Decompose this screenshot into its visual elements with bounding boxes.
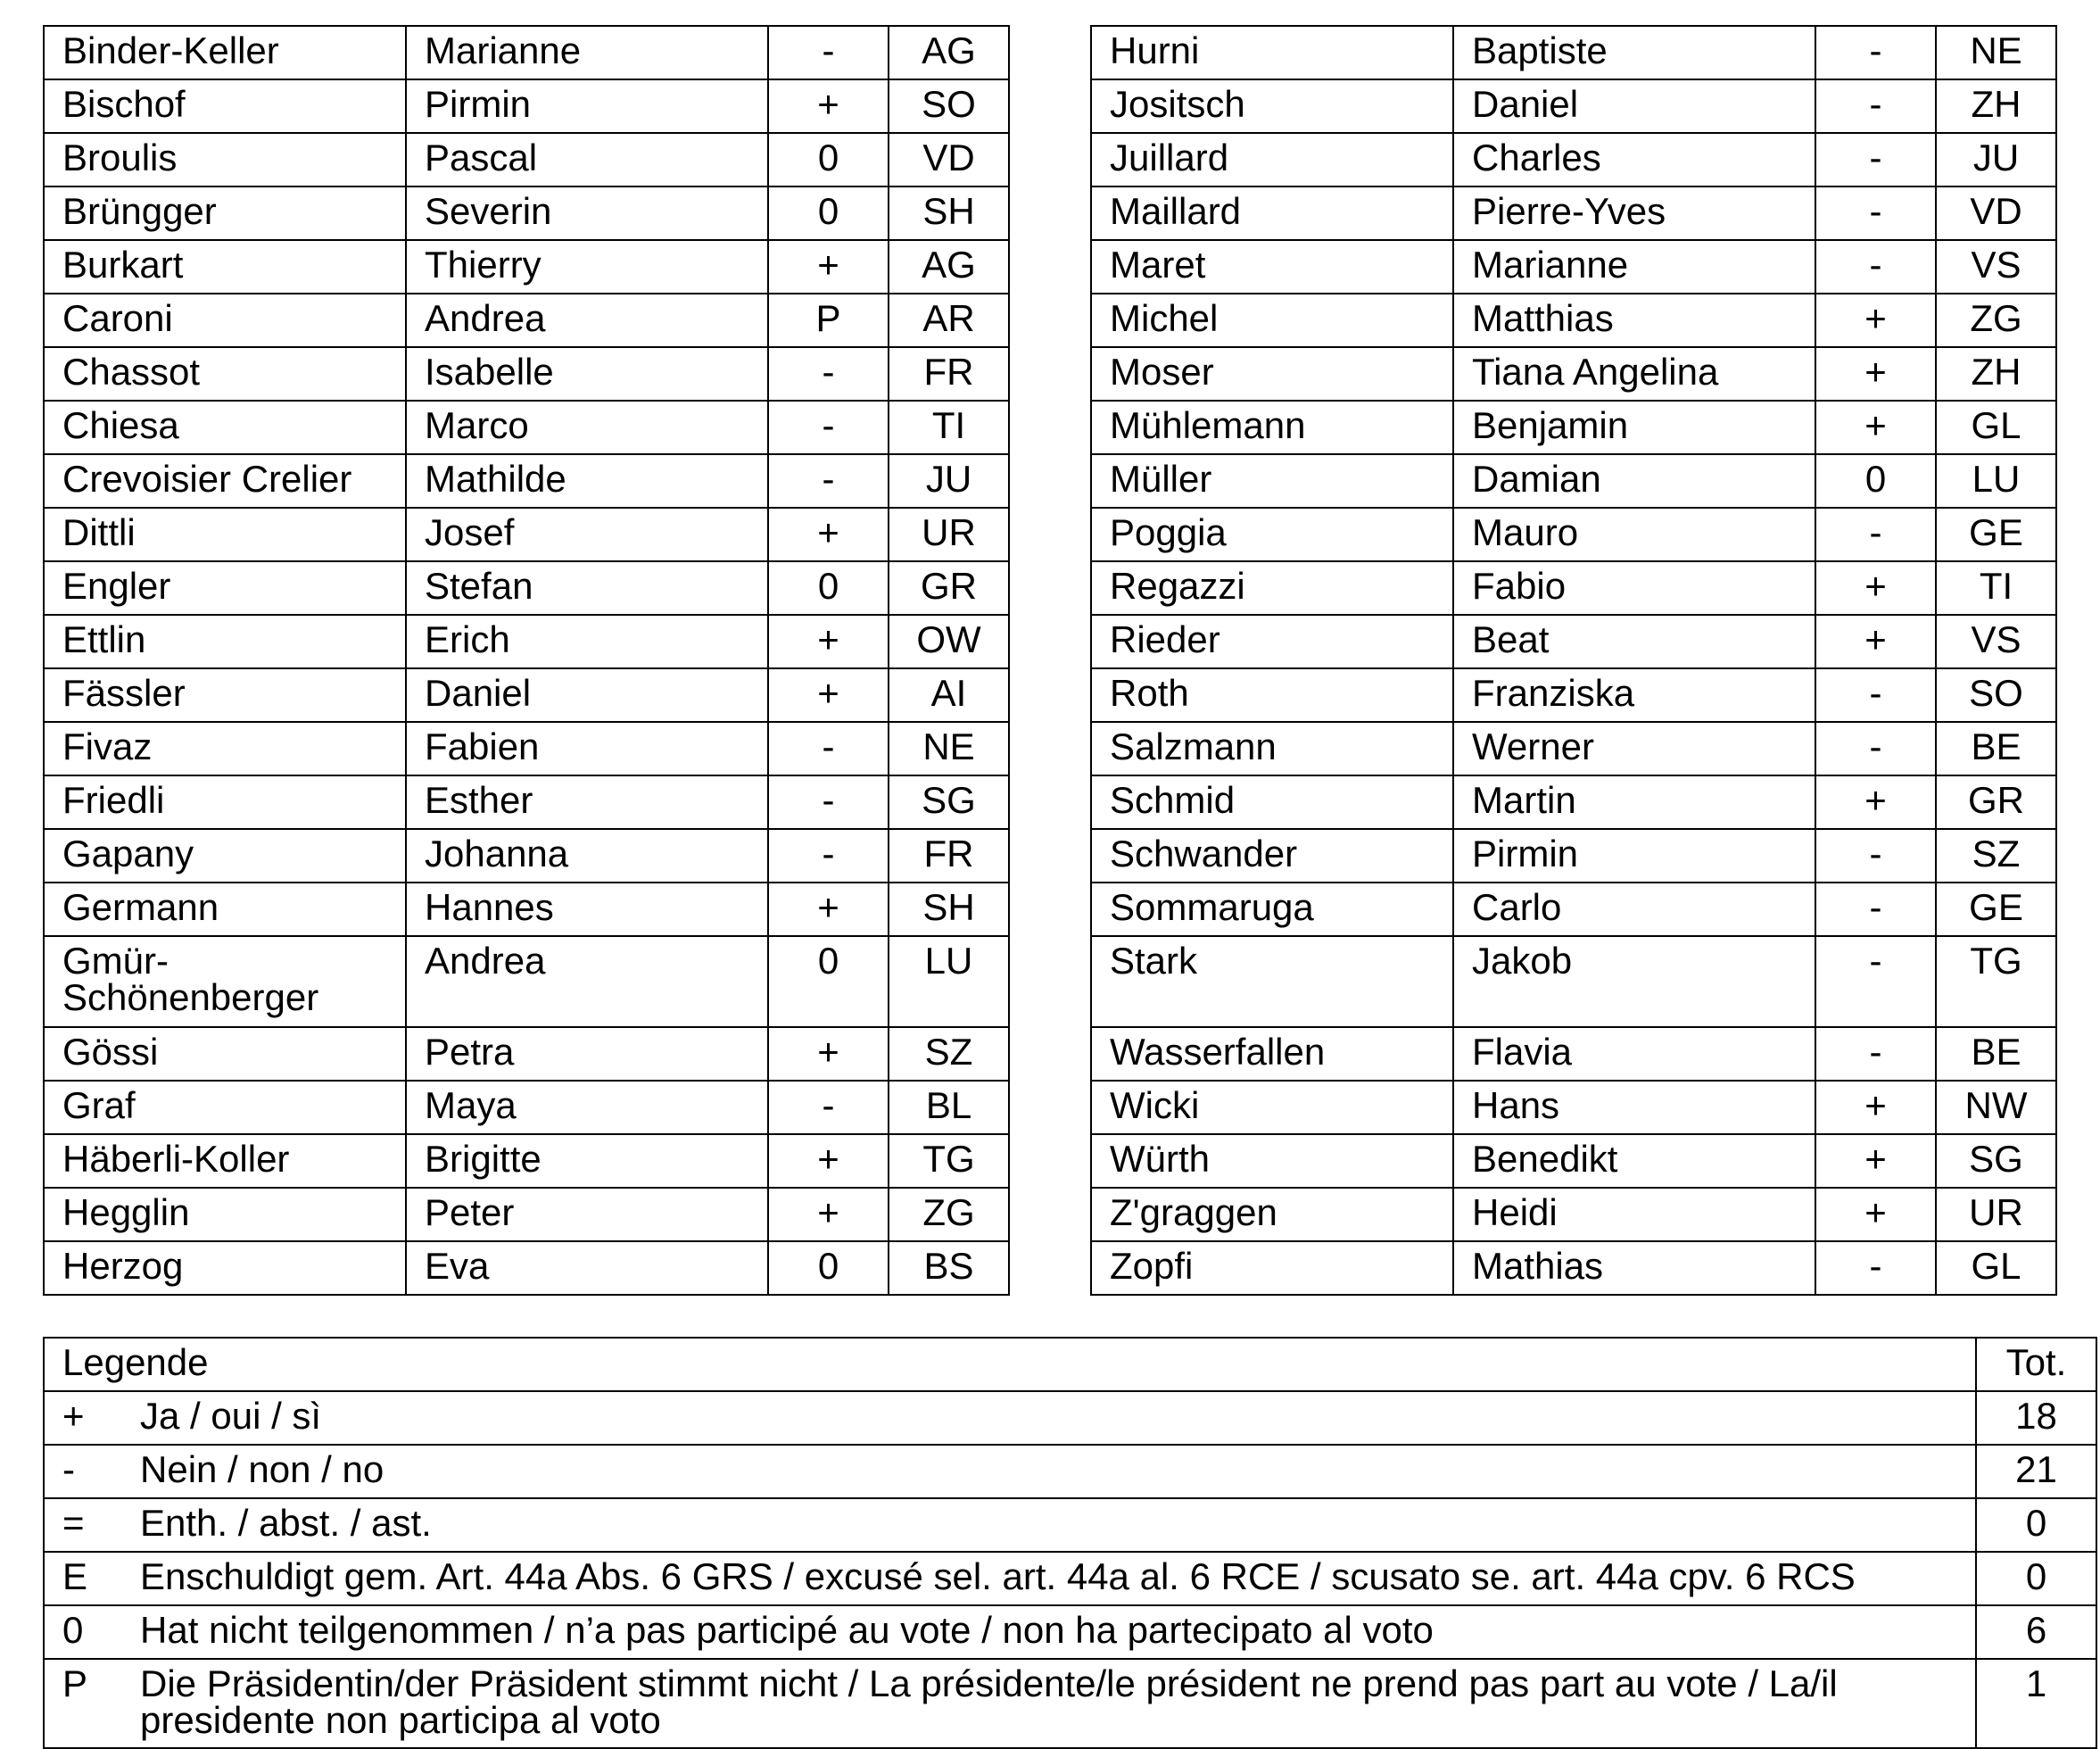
member-first-name: Carlo (1453, 883, 1815, 936)
member-canton: AG (889, 240, 1009, 294)
table-row (44, 1241, 1009, 1295)
member-canton: GL (1936, 1241, 2056, 1295)
table-row (1091, 133, 2056, 187)
member-canton: AG (889, 26, 1009, 79)
member-vote: + (1815, 294, 1936, 347)
member-vote: + (768, 668, 889, 722)
legend-symbol: 0 (44, 1605, 122, 1659)
table-row (1091, 26, 2056, 79)
member-first-name: Benjamin (1453, 401, 1815, 454)
member-canton: TG (889, 1134, 1009, 1188)
member-canton: LU (1936, 454, 2056, 508)
member-vote: + (768, 508, 889, 561)
member-vote: - (768, 829, 889, 883)
member-vote: - (1815, 883, 1936, 936)
table-row (44, 1134, 1009, 1188)
member-vote: + (1815, 1134, 1936, 1188)
legend-title: Legende (44, 1338, 1976, 1391)
member-last-name: Michel (1091, 294, 1453, 347)
table-row (1091, 829, 2056, 883)
table-row (1091, 615, 2056, 668)
member-last-name: Binder-Keller (44, 26, 406, 79)
member-last-name: Schmid (1091, 775, 1453, 829)
member-first-name: Pierre-Yves (1453, 187, 1815, 240)
table-row (44, 1188, 1009, 1241)
vote-table-left (43, 25, 1010, 1296)
member-canton: SH (889, 883, 1009, 936)
member-vote: - (1815, 1027, 1936, 1081)
legend-symbol: = (44, 1498, 122, 1552)
member-first-name: Hannes (406, 883, 768, 936)
member-canton: AR (889, 294, 1009, 347)
table-row (44, 294, 1009, 347)
member-first-name: Brigitte (406, 1134, 768, 1188)
member-first-name: Marianne (1453, 240, 1815, 294)
table-row (1091, 1241, 2056, 1295)
table-row (1091, 936, 2056, 1027)
member-canton: UR (1936, 1188, 2056, 1241)
table-row (44, 722, 1009, 775)
member-last-name: Gmür-Schönenberger (44, 936, 406, 1027)
member-canton: UR (889, 508, 1009, 561)
member-canton: NE (889, 722, 1009, 775)
member-canton: SO (1936, 668, 2056, 722)
member-canton: SG (889, 775, 1009, 829)
member-last-name: Fässler (44, 668, 406, 722)
member-first-name: Mathias (1453, 1241, 1815, 1295)
legend-header-row (44, 1338, 2096, 1391)
table-row (44, 347, 1009, 401)
member-canton: BL (889, 1081, 1009, 1134)
table-row (44, 1081, 1009, 1134)
legend-total-header: Tot. (1976, 1338, 2096, 1391)
member-first-name: Mauro (1453, 508, 1815, 561)
member-vote: 0 (768, 1241, 889, 1295)
member-canton: ZG (889, 1188, 1009, 1241)
member-canton: NE (1936, 26, 2056, 79)
member-vote: + (1815, 561, 1936, 615)
member-first-name: Beat (1453, 615, 1815, 668)
member-canton: SH (889, 187, 1009, 240)
member-vote: - (768, 347, 889, 401)
legend-symbol: P (44, 1659, 122, 1748)
member-canton: GR (1936, 775, 2056, 829)
member-vote: 0 (1815, 454, 1936, 508)
table-row (44, 1027, 1009, 1081)
member-canton: ZH (1936, 79, 2056, 133)
member-vote: + (768, 1134, 889, 1188)
table-row (1091, 722, 2056, 775)
member-canton: FR (889, 829, 1009, 883)
member-vote: + (1815, 1188, 1936, 1241)
table-row (44, 401, 1009, 454)
table-row (44, 187, 1009, 240)
member-vote: - (768, 26, 889, 79)
member-vote: + (1815, 401, 1936, 454)
legend-description: Hat nicht teilgenommen / n’a pas participé au vote / non ha partecipato al voto (122, 1605, 1976, 1659)
member-last-name: Zopfi (1091, 1241, 1453, 1295)
member-first-name: Fabio (1453, 561, 1815, 615)
table-row (1091, 79, 2056, 133)
member-vote: - (768, 722, 889, 775)
member-first-name: Erich (406, 615, 768, 668)
member-canton: JU (1936, 133, 2056, 187)
table-row (1091, 1081, 2056, 1134)
member-vote: + (1815, 347, 1936, 401)
table-row (1091, 508, 2056, 561)
member-vote: - (1815, 133, 1936, 187)
table-row (1091, 561, 2056, 615)
member-vote: - (1815, 26, 1936, 79)
member-first-name: Maya (406, 1081, 768, 1134)
table-row (44, 829, 1009, 883)
table-row (44, 79, 1009, 133)
legend-row (44, 1391, 2096, 1445)
legend-row (44, 1605, 2096, 1659)
legend-total: 21 (1976, 1445, 2096, 1498)
member-last-name: Burkart (44, 240, 406, 294)
table-row (44, 936, 1009, 1027)
member-first-name: Benedikt (1453, 1134, 1815, 1188)
member-first-name: Josef (406, 508, 768, 561)
member-last-name: Herzog (44, 1241, 406, 1295)
member-last-name: Hegglin (44, 1188, 406, 1241)
member-vote: - (1815, 240, 1936, 294)
member-first-name: Fabien (406, 722, 768, 775)
member-canton: AI (889, 668, 1009, 722)
member-canton: LU (889, 936, 1009, 1027)
member-first-name: Franziska (1453, 668, 1815, 722)
member-canton: SG (1936, 1134, 2056, 1188)
member-vote: - (1815, 508, 1936, 561)
member-first-name: Eva (406, 1241, 768, 1295)
member-vote: - (768, 1081, 889, 1134)
member-canton: GE (1936, 508, 2056, 561)
member-first-name: Baptiste (1453, 26, 1815, 79)
legend-total: 0 (1976, 1498, 2096, 1552)
member-last-name: Müller (1091, 454, 1453, 508)
member-vote: - (1815, 829, 1936, 883)
member-canton: ZG (1936, 294, 2056, 347)
member-first-name: Damian (1453, 454, 1815, 508)
member-first-name: Petra (406, 1027, 768, 1081)
member-last-name: Ettlin (44, 615, 406, 668)
table-row (1091, 1027, 2056, 1081)
table-row (44, 883, 1009, 936)
member-canton: GR (889, 561, 1009, 615)
table-row (44, 668, 1009, 722)
member-canton: ZH (1936, 347, 2056, 401)
legend-description: Enschuldigt gem. Art. 44a Abs. 6 GRS / excusé sel. art. 44a al. 6 RCE / scusato se. art. 44a cpv. 6 RCS (122, 1552, 1976, 1605)
vote-table-right (1090, 25, 2057, 1296)
table-row (1091, 1188, 2056, 1241)
member-vote: + (768, 240, 889, 294)
member-last-name: Stark (1091, 936, 1453, 1027)
legend-total: 18 (1976, 1391, 2096, 1445)
member-canton: OW (889, 615, 1009, 668)
member-last-name: Dittli (44, 508, 406, 561)
member-canton: NW (1936, 1081, 2056, 1134)
member-last-name: Jositsch (1091, 79, 1453, 133)
legend-description: Nein / non / no (122, 1445, 1976, 1498)
member-vote: 0 (768, 936, 889, 1027)
member-vote: - (768, 454, 889, 508)
member-last-name: Gössi (44, 1027, 406, 1081)
member-last-name: Juillard (1091, 133, 1453, 187)
member-vote: + (768, 1188, 889, 1241)
legend-row (44, 1498, 2096, 1552)
table-row (44, 240, 1009, 294)
member-last-name: Salzmann (1091, 722, 1453, 775)
member-first-name: Andrea (406, 294, 768, 347)
member-canton: SZ (889, 1027, 1009, 1081)
member-vote: + (768, 883, 889, 936)
member-last-name: Gapany (44, 829, 406, 883)
legend-symbol: E (44, 1552, 122, 1605)
legend-total: 0 (1976, 1552, 2096, 1605)
legend-table (43, 1337, 2097, 1749)
member-last-name: Wasserfallen (1091, 1027, 1453, 1081)
member-canton: VD (889, 133, 1009, 187)
member-canton: VS (1936, 240, 2056, 294)
member-canton: JU (889, 454, 1009, 508)
table-row (44, 133, 1009, 187)
member-vote: 0 (768, 561, 889, 615)
member-last-name: Regazzi (1091, 561, 1453, 615)
legend-symbol: + (44, 1391, 122, 1445)
member-last-name: Graf (44, 1081, 406, 1134)
member-last-name: Roth (1091, 668, 1453, 722)
member-first-name: Andrea (406, 936, 768, 1027)
table-row (1091, 883, 2056, 936)
member-last-name: Maillard (1091, 187, 1453, 240)
member-vote: - (1815, 722, 1936, 775)
legend-symbol: - (44, 1445, 122, 1498)
legend-description: Enth. / abst. / ast. (122, 1498, 1976, 1552)
table-row (1091, 401, 2056, 454)
member-first-name: Johanna (406, 829, 768, 883)
member-last-name: Brüngger (44, 187, 406, 240)
member-first-name: Marianne (406, 26, 768, 79)
vote-table-right-body (1091, 26, 2056, 1295)
table-row (1091, 294, 2056, 347)
member-vote: + (1815, 1081, 1936, 1134)
table-row (44, 561, 1009, 615)
member-first-name: Pirmin (1453, 829, 1815, 883)
vote-table-left-body (44, 26, 1009, 1295)
member-first-name: Martin (1453, 775, 1815, 829)
member-canton: TI (1936, 561, 2056, 615)
member-last-name: Chassot (44, 347, 406, 401)
member-last-name: Caroni (44, 294, 406, 347)
member-canton: SZ (1936, 829, 2056, 883)
member-canton: TI (889, 401, 1009, 454)
legend-description: Ja / oui / sì (122, 1391, 1976, 1445)
member-last-name: Moser (1091, 347, 1453, 401)
member-vote: - (1815, 187, 1936, 240)
member-last-name: Häberli-Koller (44, 1134, 406, 1188)
member-last-name: Z'graggen (1091, 1188, 1453, 1241)
member-first-name: Isabelle (406, 347, 768, 401)
member-canton: BE (1936, 1027, 2056, 1081)
member-last-name: Mühlemann (1091, 401, 1453, 454)
member-first-name: Peter (406, 1188, 768, 1241)
member-first-name: Stefan (406, 561, 768, 615)
table-row (44, 508, 1009, 561)
member-first-name: Hans (1453, 1081, 1815, 1134)
member-first-name: Daniel (1453, 79, 1815, 133)
member-vote: - (1815, 79, 1936, 133)
member-last-name: Germann (44, 883, 406, 936)
member-first-name: Esther (406, 775, 768, 829)
member-first-name: Charles (1453, 133, 1815, 187)
legend-row (44, 1552, 2096, 1605)
member-last-name: Chiesa (44, 401, 406, 454)
table-row (1091, 1134, 2056, 1188)
member-vote: - (1815, 936, 1936, 1027)
member-first-name: Pirmin (406, 79, 768, 133)
member-canton: BE (1936, 722, 2056, 775)
member-canton: SO (889, 79, 1009, 133)
member-canton: TG (1936, 936, 2056, 1027)
member-last-name: Maret (1091, 240, 1453, 294)
member-last-name: Broulis (44, 133, 406, 187)
table-row (44, 454, 1009, 508)
member-last-name: Fivaz (44, 722, 406, 775)
member-first-name: Severin (406, 187, 768, 240)
legend-table-body (44, 1338, 2096, 1748)
table-row (1091, 775, 2056, 829)
member-first-name: Thierry (406, 240, 768, 294)
legend-row (44, 1445, 2096, 1498)
member-first-name: Mathilde (406, 454, 768, 508)
member-last-name: Rieder (1091, 615, 1453, 668)
member-vote: + (768, 615, 889, 668)
member-first-name: Werner (1453, 722, 1815, 775)
member-vote: 0 (768, 187, 889, 240)
member-last-name: Hurni (1091, 26, 1453, 79)
table-row (1091, 347, 2056, 401)
member-last-name: Engler (44, 561, 406, 615)
member-vote: - (768, 401, 889, 454)
table-row (44, 26, 1009, 79)
member-last-name: Poggia (1091, 508, 1453, 561)
member-last-name: Bischof (44, 79, 406, 133)
table-row (44, 615, 1009, 668)
legend-row (44, 1659, 2096, 1748)
table-row (1091, 187, 2056, 240)
member-last-name: Wicki (1091, 1081, 1453, 1134)
member-first-name: Daniel (406, 668, 768, 722)
member-first-name: Jakob (1453, 936, 1815, 1027)
table-row (1091, 668, 2056, 722)
member-first-name: Marco (406, 401, 768, 454)
member-first-name: Flavia (1453, 1027, 1815, 1081)
member-last-name: Crevoisier Crelier (44, 454, 406, 508)
member-last-name: Friedli (44, 775, 406, 829)
member-canton: BS (889, 1241, 1009, 1295)
member-last-name: Schwander (1091, 829, 1453, 883)
member-vote: - (1815, 668, 1936, 722)
member-first-name: Tiana Angelina (1453, 347, 1815, 401)
member-vote: - (768, 775, 889, 829)
member-vote: + (1815, 615, 1936, 668)
member-vote: + (768, 79, 889, 133)
member-canton: VS (1936, 615, 2056, 668)
member-vote: + (768, 1027, 889, 1081)
legend-description: Die Präsidentin/der Präsident stimmt nicht / La présidente/le président ne prend pas part au vote / La/il presidente non participa al voto (122, 1659, 1976, 1748)
member-canton: GL (1936, 401, 2056, 454)
member-vote: P (768, 294, 889, 347)
member-canton: FR (889, 347, 1009, 401)
member-first-name: Heidi (1453, 1188, 1815, 1241)
member-last-name: Sommaruga (1091, 883, 1453, 936)
table-row (44, 775, 1009, 829)
legend-total: 1 (1976, 1659, 2096, 1748)
member-vote: - (1815, 1241, 1936, 1295)
member-vote: 0 (768, 133, 889, 187)
table-row (1091, 240, 2056, 294)
member-last-name: Würth (1091, 1134, 1453, 1188)
table-row (1091, 454, 2056, 508)
legend-total: 6 (1976, 1605, 2096, 1659)
member-canton: VD (1936, 187, 2056, 240)
member-canton: GE (1936, 883, 2056, 936)
member-first-name: Matthias (1453, 294, 1815, 347)
member-vote: + (1815, 775, 1936, 829)
member-first-name: Pascal (406, 133, 768, 187)
